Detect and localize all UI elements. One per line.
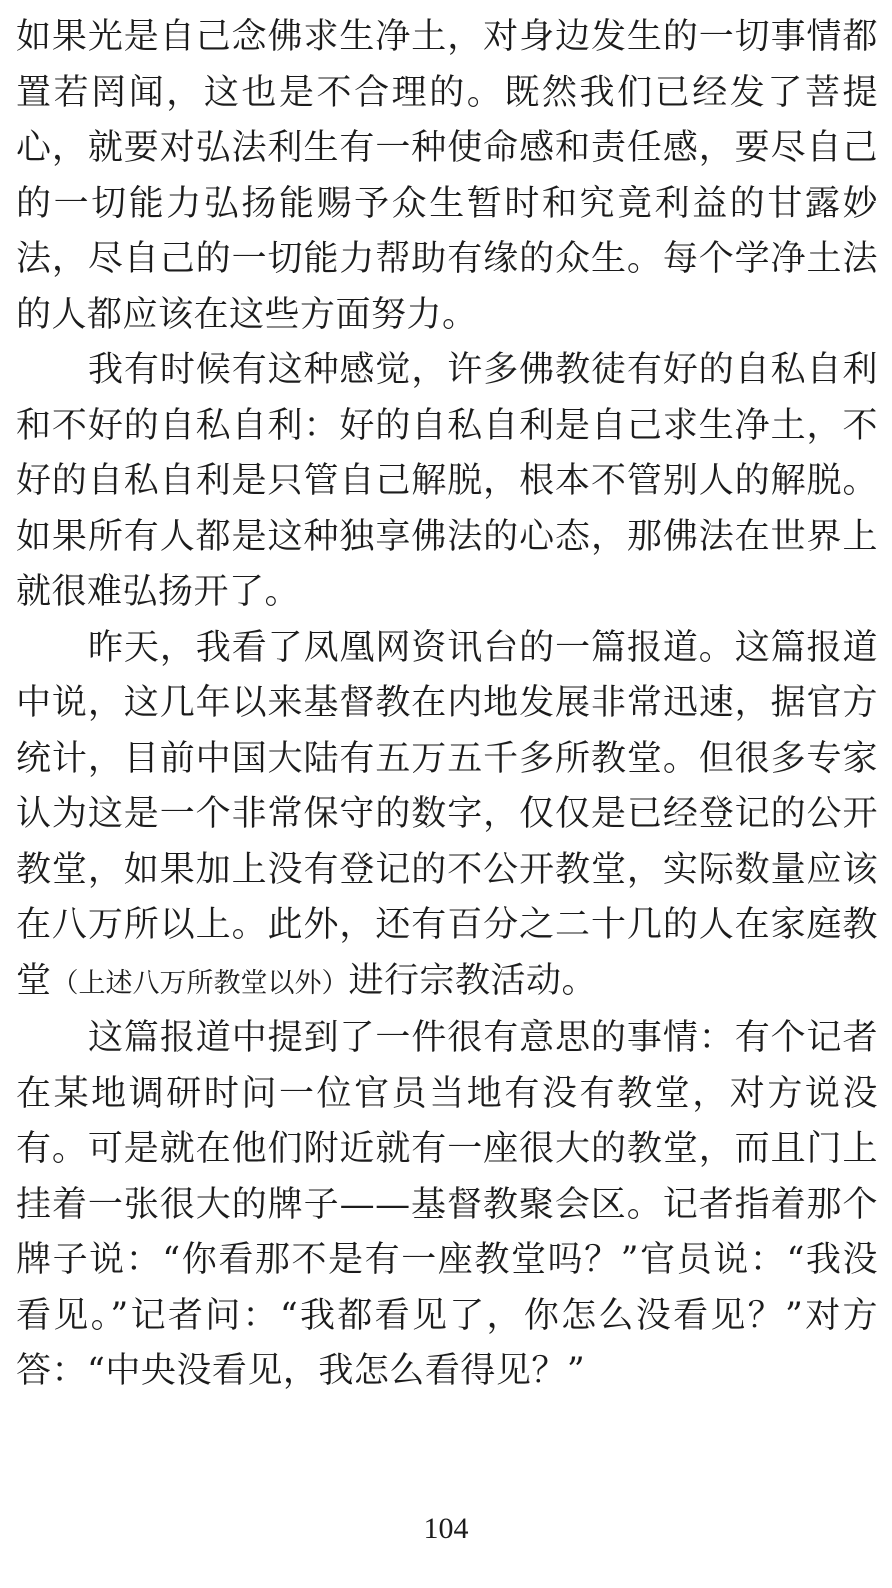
paragraph-2: 我有时候有这种感觉，许多佛教徒有好的自私自利和不好的自私自利：好的自私自利是自己求生净土，不好的自私自利是只管自己解脱，根本不管别人的解脱。如果所有人都是这种独享佛法的心态，那佛法在世界上就很难弘扬开了。 xyxy=(16,350,878,612)
paragraph-3 xyxy=(16,621,878,1012)
paragraph-4: 这篇报道中提到了一件很有意思的事情：有个记者在某地调研时问一位官员当地有没有教堂，对方说没有。可是就在他们附近就有一座很大的教堂，而且门上挂着一张很大的牌子——基督教聚会区。记者指着那个牌子说：“你看那不是有一座教堂吗？”官员说：“我没看见。”记者问：“我都看见了，你怎么没看见？”对方答：“中央没看见，我怎么看得见？” xyxy=(16,1018,878,1391)
body-text xyxy=(16,10,878,1400)
paragraph-3-text-before: 昨天，我看了凤凰网资讯台的一篇报道。这篇报道中说，这几年以来基督教在内地发展非常迅速，据官方统计，目前中国大陆有五万五千多所教堂。但很多专家认为这是一个非常保守的数字，仅仅是已经登记的公开教堂，如果加上没有登记的不公开教堂，实际数量应该在八万所以上。此外，还有百分之二十几的人在家庭教堂 xyxy=(16,627,878,1001)
paragraph-3-text-after: 进行宗教活动。 xyxy=(348,960,598,1001)
page-number: 104 xyxy=(423,1512,469,1545)
paragraph-3-note: （上述八万所教堂以外） xyxy=(51,967,349,999)
paragraph-1: 如果光是自己念佛求生净土，对身边发生的一切事情都置若罔闻，这也是不合理的。既然我们已经发了菩提心，就要对弘法利生有一种使命感和责任感，要尽自己的一切能力弘扬能赐予众生暂时和究竟利益的甘露妙法，尽自己的一切能力帮助有缘的众生。每个学净土法的人都应该在这些方面努力。 xyxy=(16,17,878,335)
